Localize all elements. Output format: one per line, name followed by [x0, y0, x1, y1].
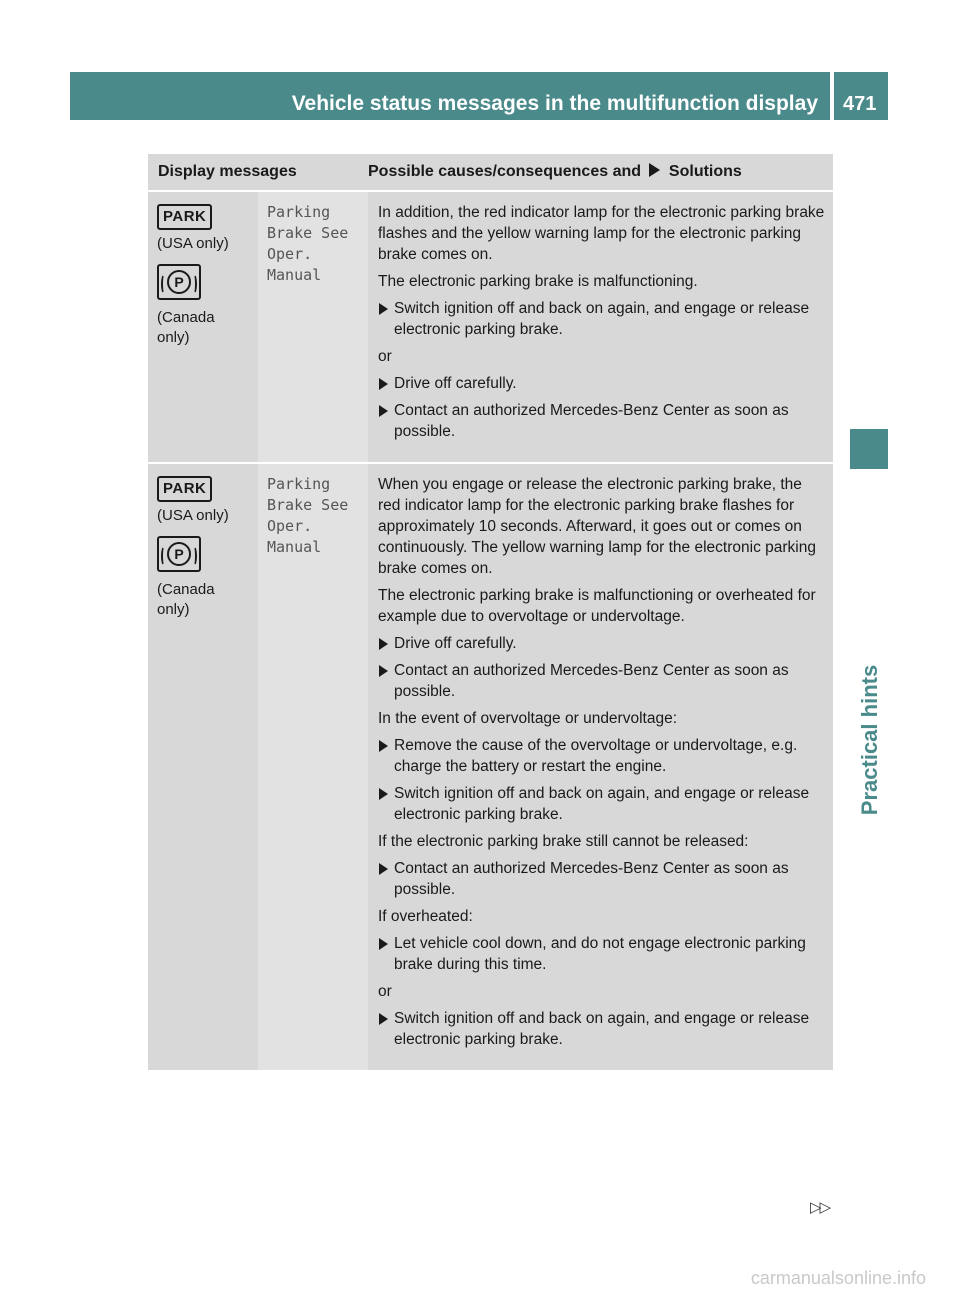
- display-message-cell: Parking Brake See Oper. Manual: [258, 464, 368, 1070]
- description-text: The electronic parking brake is malfunctioning or overheated for example due to overvoltage or undervoltage.: [378, 587, 816, 625]
- region-label-canada: (Canada only): [157, 309, 215, 346]
- parking-brake-circle-icon: [157, 264, 201, 300]
- action-step: Let vehicle cool down, and do not engage electronic parking brake during this time.: [378, 933, 827, 975]
- triangle-arrow-icon: [649, 163, 660, 177]
- action-step: Switch ignition off and back on again, and engage or release electronic parking brake.: [378, 298, 827, 340]
- park-brake-icon: PARK: [157, 204, 212, 230]
- header-bar: [70, 72, 830, 120]
- table-row: [148, 190, 833, 462]
- action-step: Contact an authorized Mercedes-Benz Center as soon as possible.: [378, 660, 827, 702]
- description-text: If overheated:: [378, 908, 473, 925]
- solutions-cell: [368, 464, 833, 1070]
- section-label-text: Practical hints: [857, 664, 882, 816]
- park-brake-icon: PARK: [157, 476, 212, 502]
- table-body: [148, 190, 833, 1070]
- description-text: The electronic parking brake is malfunctioning.: [378, 273, 698, 290]
- col-header-display-messages: Display messages: [158, 163, 297, 180]
- description-text: or: [378, 348, 392, 365]
- display-message-cell: Parking Brake See Oper. Manual: [258, 192, 368, 462]
- status-messages-table: [148, 154, 833, 1070]
- parking-brake-p-icon: P: [167, 542, 191, 566]
- page-header-title: Vehicle status messages in the multifunction display: [291, 92, 818, 115]
- action-step: Switch ignition off and back on again, and engage or release electronic parking brake.: [378, 783, 827, 825]
- display-icon-cell: [148, 192, 258, 462]
- parking-brake-p-icon: P: [167, 270, 191, 294]
- table-row: [148, 462, 833, 1070]
- region-label-usa: (USA only): [157, 235, 229, 252]
- action-step: Remove the cause of the overvoltage or undervoltage, e.g. charge the battery or restart the engine.: [378, 735, 827, 777]
- page-number: 471: [843, 93, 877, 115]
- continue-arrows-icon: ▷▷: [810, 1199, 830, 1216]
- section-tab-marker: [850, 429, 888, 469]
- description-text: In the event of overvoltage or undervoltage:: [378, 710, 678, 727]
- description-text: If the electronic parking brake still cannot be released:: [378, 833, 749, 850]
- description-text: When you engage or release the electronic parking brake, the red indicator lamp for the electronic parking brake flashes for approximately 10 seconds. Afterward, it goes out or comes on continuously. The yellow warning lamp for the electronic parking brake comes on.: [378, 476, 816, 577]
- section-side-label: [851, 650, 889, 830]
- region-label-canada: (Canada only): [157, 581, 215, 618]
- description-text: In addition, the red indicator lamp for the electronic parking brake flashes and the yellow warning lamp for the electronic parking brake comes on.: [378, 204, 825, 263]
- page-number-box: [834, 72, 888, 120]
- description-text: or: [378, 983, 392, 1000]
- col-header-causes-text: Possible causes/consequences and: [368, 163, 642, 180]
- parking-brake-circle-icon: [157, 536, 201, 572]
- display-icon-cell: [148, 464, 258, 1070]
- action-step: Contact an authorized Mercedes-Benz Center as soon as possible.: [378, 400, 827, 442]
- watermark: carmanualsonline.info: [750, 1268, 926, 1288]
- action-step: Drive off carefully.: [378, 373, 827, 394]
- col-header-causes-solutions: [348, 163, 833, 181]
- action-step: Switch ignition off and back on again, and engage or release electronic parking brake.: [378, 1008, 827, 1050]
- col-header-solutions-text: Solutions: [668, 163, 742, 180]
- action-step: Contact an authorized Mercedes-Benz Center as soon as possible.: [378, 858, 827, 900]
- region-label-usa: (USA only): [157, 507, 229, 524]
- solutions-cell: [368, 192, 833, 462]
- table-header: [148, 154, 833, 190]
- action-step: Drive off carefully.: [378, 633, 827, 654]
